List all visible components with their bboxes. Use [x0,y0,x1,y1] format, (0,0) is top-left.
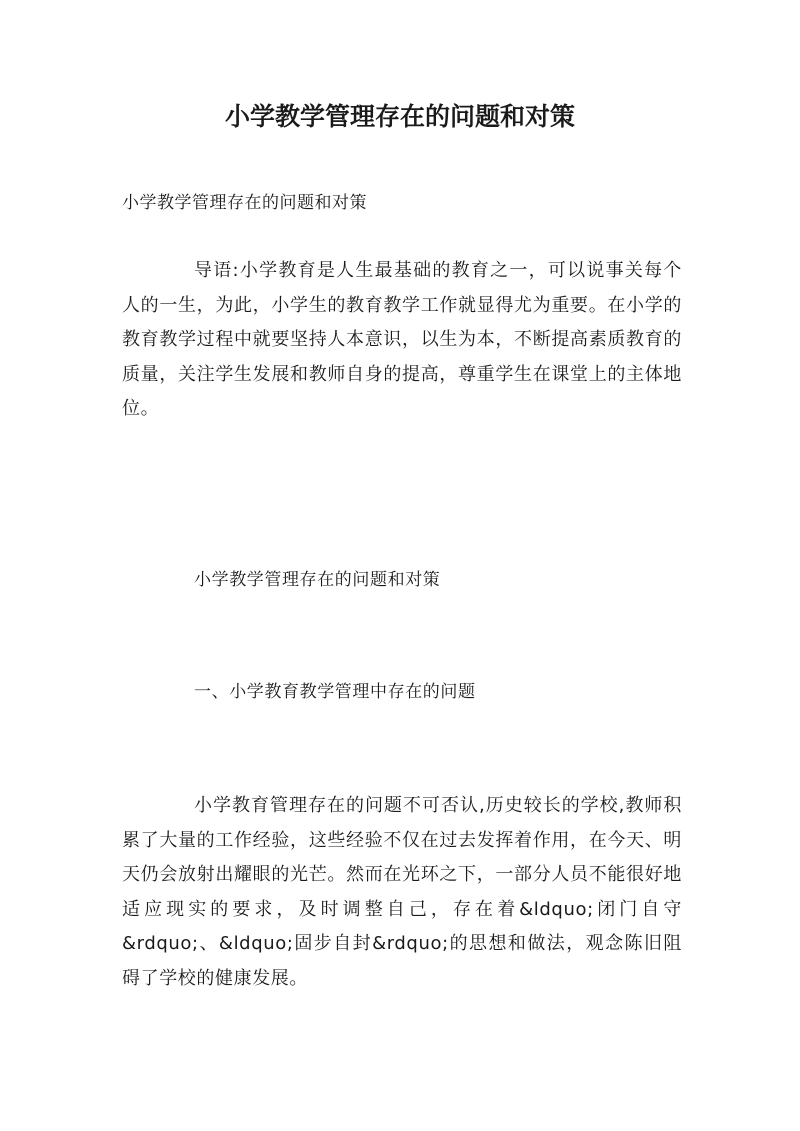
body-paragraph: 小学教育管理存在的问题不可否认,历史较长的学校,教师积累了大量的工作经验，这些经验不仅在过去发挥着作用，在今天、明天仍会放射出耀眼的光芒。然而在光环之下，一部分人员不能很好地适应现实的要求，及时调整自己，存在着&ldquo;闭门自守&rdquo;、&ldquo;固步自封&rdquo;的思想和做法，观念陈旧阻碍了学校的健康发展。 [122,795,682,989]
document-title: 小学教学管理存在的问题和对策 [224,102,575,131]
section-heading: 小学教学管理存在的问题和对策 [194,570,441,590]
document-subtitle: 小学教学管理存在的问题和对策 [122,193,367,213]
subsection-heading: 一、小学教育教学管理中存在的问题 [194,682,476,702]
intro-paragraph: 导语:小学教育是人生最基础的教育之一，可以说事关每个人的一生，为此，小学生的教育教学工作就显得尤为重要。在小学的教育教学过程中就要坚持人本意识，以生为本，不断提高素质教育的质量，关注学生发展和教师自身的提高，尊重学生在课堂上的主体地位。 [122,260,682,420]
